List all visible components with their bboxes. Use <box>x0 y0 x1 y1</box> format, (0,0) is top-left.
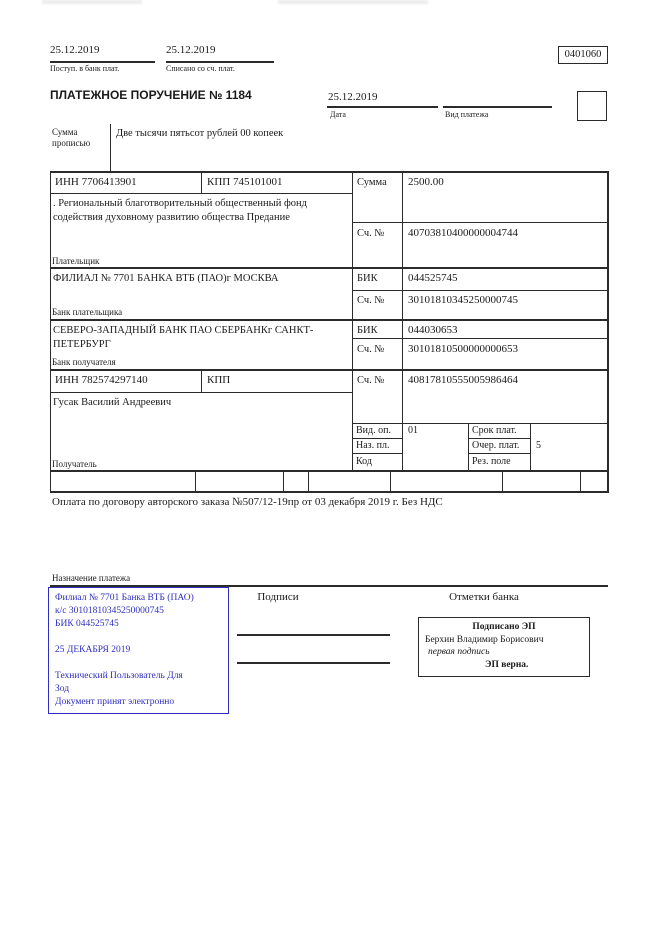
document-title: ПЛАТЕЖНОЕ ПОРУЧЕНИЕ № 1184 <box>50 88 252 102</box>
date-label: Дата <box>330 110 346 119</box>
payer-account-label: Сч. № <box>357 228 385 239</box>
payment-purpose-label: Назначение платежа <box>52 573 131 583</box>
reserve-label: Рез. поле <box>472 456 511 467</box>
table-line <box>50 470 608 472</box>
table-line <box>402 171 403 471</box>
table-line <box>50 171 608 173</box>
purpose-code-label: Наз. пл. <box>356 440 390 451</box>
bank-stamp-line: БИК 044525745 <box>55 619 119 629</box>
table-line <box>502 470 503 492</box>
clipped-text-artifact <box>278 0 428 4</box>
signature-line <box>237 634 390 636</box>
signatures-label: Подписи <box>257 591 299 603</box>
table-line <box>50 369 608 371</box>
bank-stamp-line <box>55 631 222 644</box>
bank-stamp-line: Документ принят электронно <box>55 697 175 707</box>
table-line <box>50 491 608 493</box>
payment-type-label: Вид платежа <box>445 110 489 119</box>
payee-bank-account-label: Сч. № <box>357 344 385 355</box>
debited-date: 25.12.2019 <box>166 44 216 56</box>
payer-bank-name: ФИЛИАЛ № 7701 БАНКА ВТБ (ПАО)г МОСКВА <box>53 273 279 284</box>
priority-value: 5 <box>536 440 541 451</box>
table-line <box>352 222 608 223</box>
payee-account: 40817810555005986464 <box>408 374 518 386</box>
table-line <box>352 453 403 454</box>
table-line <box>352 438 403 439</box>
op-type-value: 01 <box>408 425 418 436</box>
line <box>166 61 274 63</box>
payee-inn: ИНН 782574297140 <box>55 374 148 386</box>
esign-box <box>418 617 590 677</box>
esign-note: первая подпись <box>428 647 490 657</box>
payee-kpp-label: КПП <box>207 374 231 386</box>
table-line <box>201 171 202 194</box>
esign-signer: Берхин Владимир Борисович <box>425 634 544 645</box>
clipped-text-artifact <box>42 0 142 4</box>
line <box>443 106 552 108</box>
payee-name: Гусак Василий Андреевич <box>53 397 172 408</box>
op-type-label: Вид. оп. <box>356 425 391 436</box>
payee-bank-name: СЕВЕРО-ЗАПАДНЫЙ БАНК ПАО СБЕРБАНКг САНКТ-ПЕТЕРБУРГ <box>53 325 314 350</box>
table-line <box>195 470 196 492</box>
payee-account-label: Сч. № <box>357 375 385 386</box>
table-line <box>607 171 609 493</box>
sum-label: Сумма <box>357 177 387 188</box>
table-line <box>468 438 531 439</box>
signature-line <box>237 662 390 664</box>
amount-in-words-label: Сумма прописью <box>52 127 91 148</box>
bank-stamp-line: Технический Пользователь Для <box>55 671 183 681</box>
received-in-bank-date: 25.12.2019 <box>50 44 100 56</box>
line <box>327 106 438 108</box>
payment-purpose-text: Оплата по договору авторского заказа №507/12-19пр от 03 декабря 2019 г. Без НДС <box>52 496 443 508</box>
amount-in-words-value: Две тысячи пятьсот рублей 00 копеек <box>116 128 284 139</box>
table-line <box>50 267 608 269</box>
table-line <box>580 470 581 492</box>
received-in-bank-label: Поступ. в банк плат. <box>50 64 120 73</box>
code-label: Код <box>356 456 372 467</box>
payee-section-label: Получатель <box>52 459 97 469</box>
bank-stamp-box <box>48 587 229 714</box>
debited-label: Списано со сч. плат. <box>166 64 235 73</box>
bank-marks-label: Отметки банка <box>449 591 519 603</box>
table-line <box>352 171 353 471</box>
payee-bank-section-label: Банк получателя <box>52 357 116 367</box>
table-line <box>308 470 309 492</box>
table-line <box>50 171 51 493</box>
payer-kpp: КПП 745101001 <box>207 176 283 188</box>
sum-value: 2500.00 <box>408 176 444 188</box>
payer-section-label: Плательщик <box>52 256 100 266</box>
line <box>110 124 111 172</box>
table-line <box>530 423 531 471</box>
payment-type-box <box>577 91 607 121</box>
table-line <box>352 338 608 339</box>
payee-bank-account: 30101810500000000653 <box>408 343 518 355</box>
table-line <box>468 423 469 471</box>
due-date-label: Срок плат. <box>472 425 517 436</box>
priority-label: Очер. плат. <box>472 440 520 451</box>
bank-stamp-line <box>55 657 222 670</box>
payer-bank-bik: 044525745 <box>408 272 458 284</box>
bank-stamp-line: Зод <box>55 684 70 694</box>
form-code: 0401060 <box>564 49 602 60</box>
payer-account: 40703810400000004744 <box>408 227 518 239</box>
esign-title: Подписано ЭП <box>472 622 536 632</box>
table-line <box>390 470 391 492</box>
document-date: 25.12.2019 <box>328 91 378 103</box>
bank-stamp-line: к/с 30101810345250000745 <box>55 606 164 616</box>
esign-verified: ЭП верна. <box>485 659 529 670</box>
bank-stamp-line: 25 ДЕКАБРЯ 2019 <box>55 645 131 655</box>
form-code-box <box>558 46 608 64</box>
payee-bank-bik-label: БИК <box>357 325 378 336</box>
table-line <box>283 470 284 492</box>
bank-stamp-line: Филиал № 7701 Банка ВТБ (ПАО) <box>55 593 194 603</box>
table-line <box>468 453 531 454</box>
payer-inn: ИНН 7706413901 <box>55 176 137 188</box>
table-line <box>50 319 608 321</box>
payer-bank-account-label: Сч. № <box>357 295 385 306</box>
payer-bank-account: 30101810345250000745 <box>408 294 518 306</box>
table-line <box>352 423 608 424</box>
table-line <box>201 369 202 393</box>
payer-bank-section-label: Банк плательщика <box>52 307 123 317</box>
payee-bank-bik: 044030653 <box>408 324 458 336</box>
table-line <box>352 290 608 291</box>
payer-name: . Региональный благотворительный общественный фонд содействия духовному развитию общества Предание <box>53 198 307 223</box>
line <box>50 61 155 63</box>
payer-bank-bik-label: БИК <box>357 273 378 284</box>
